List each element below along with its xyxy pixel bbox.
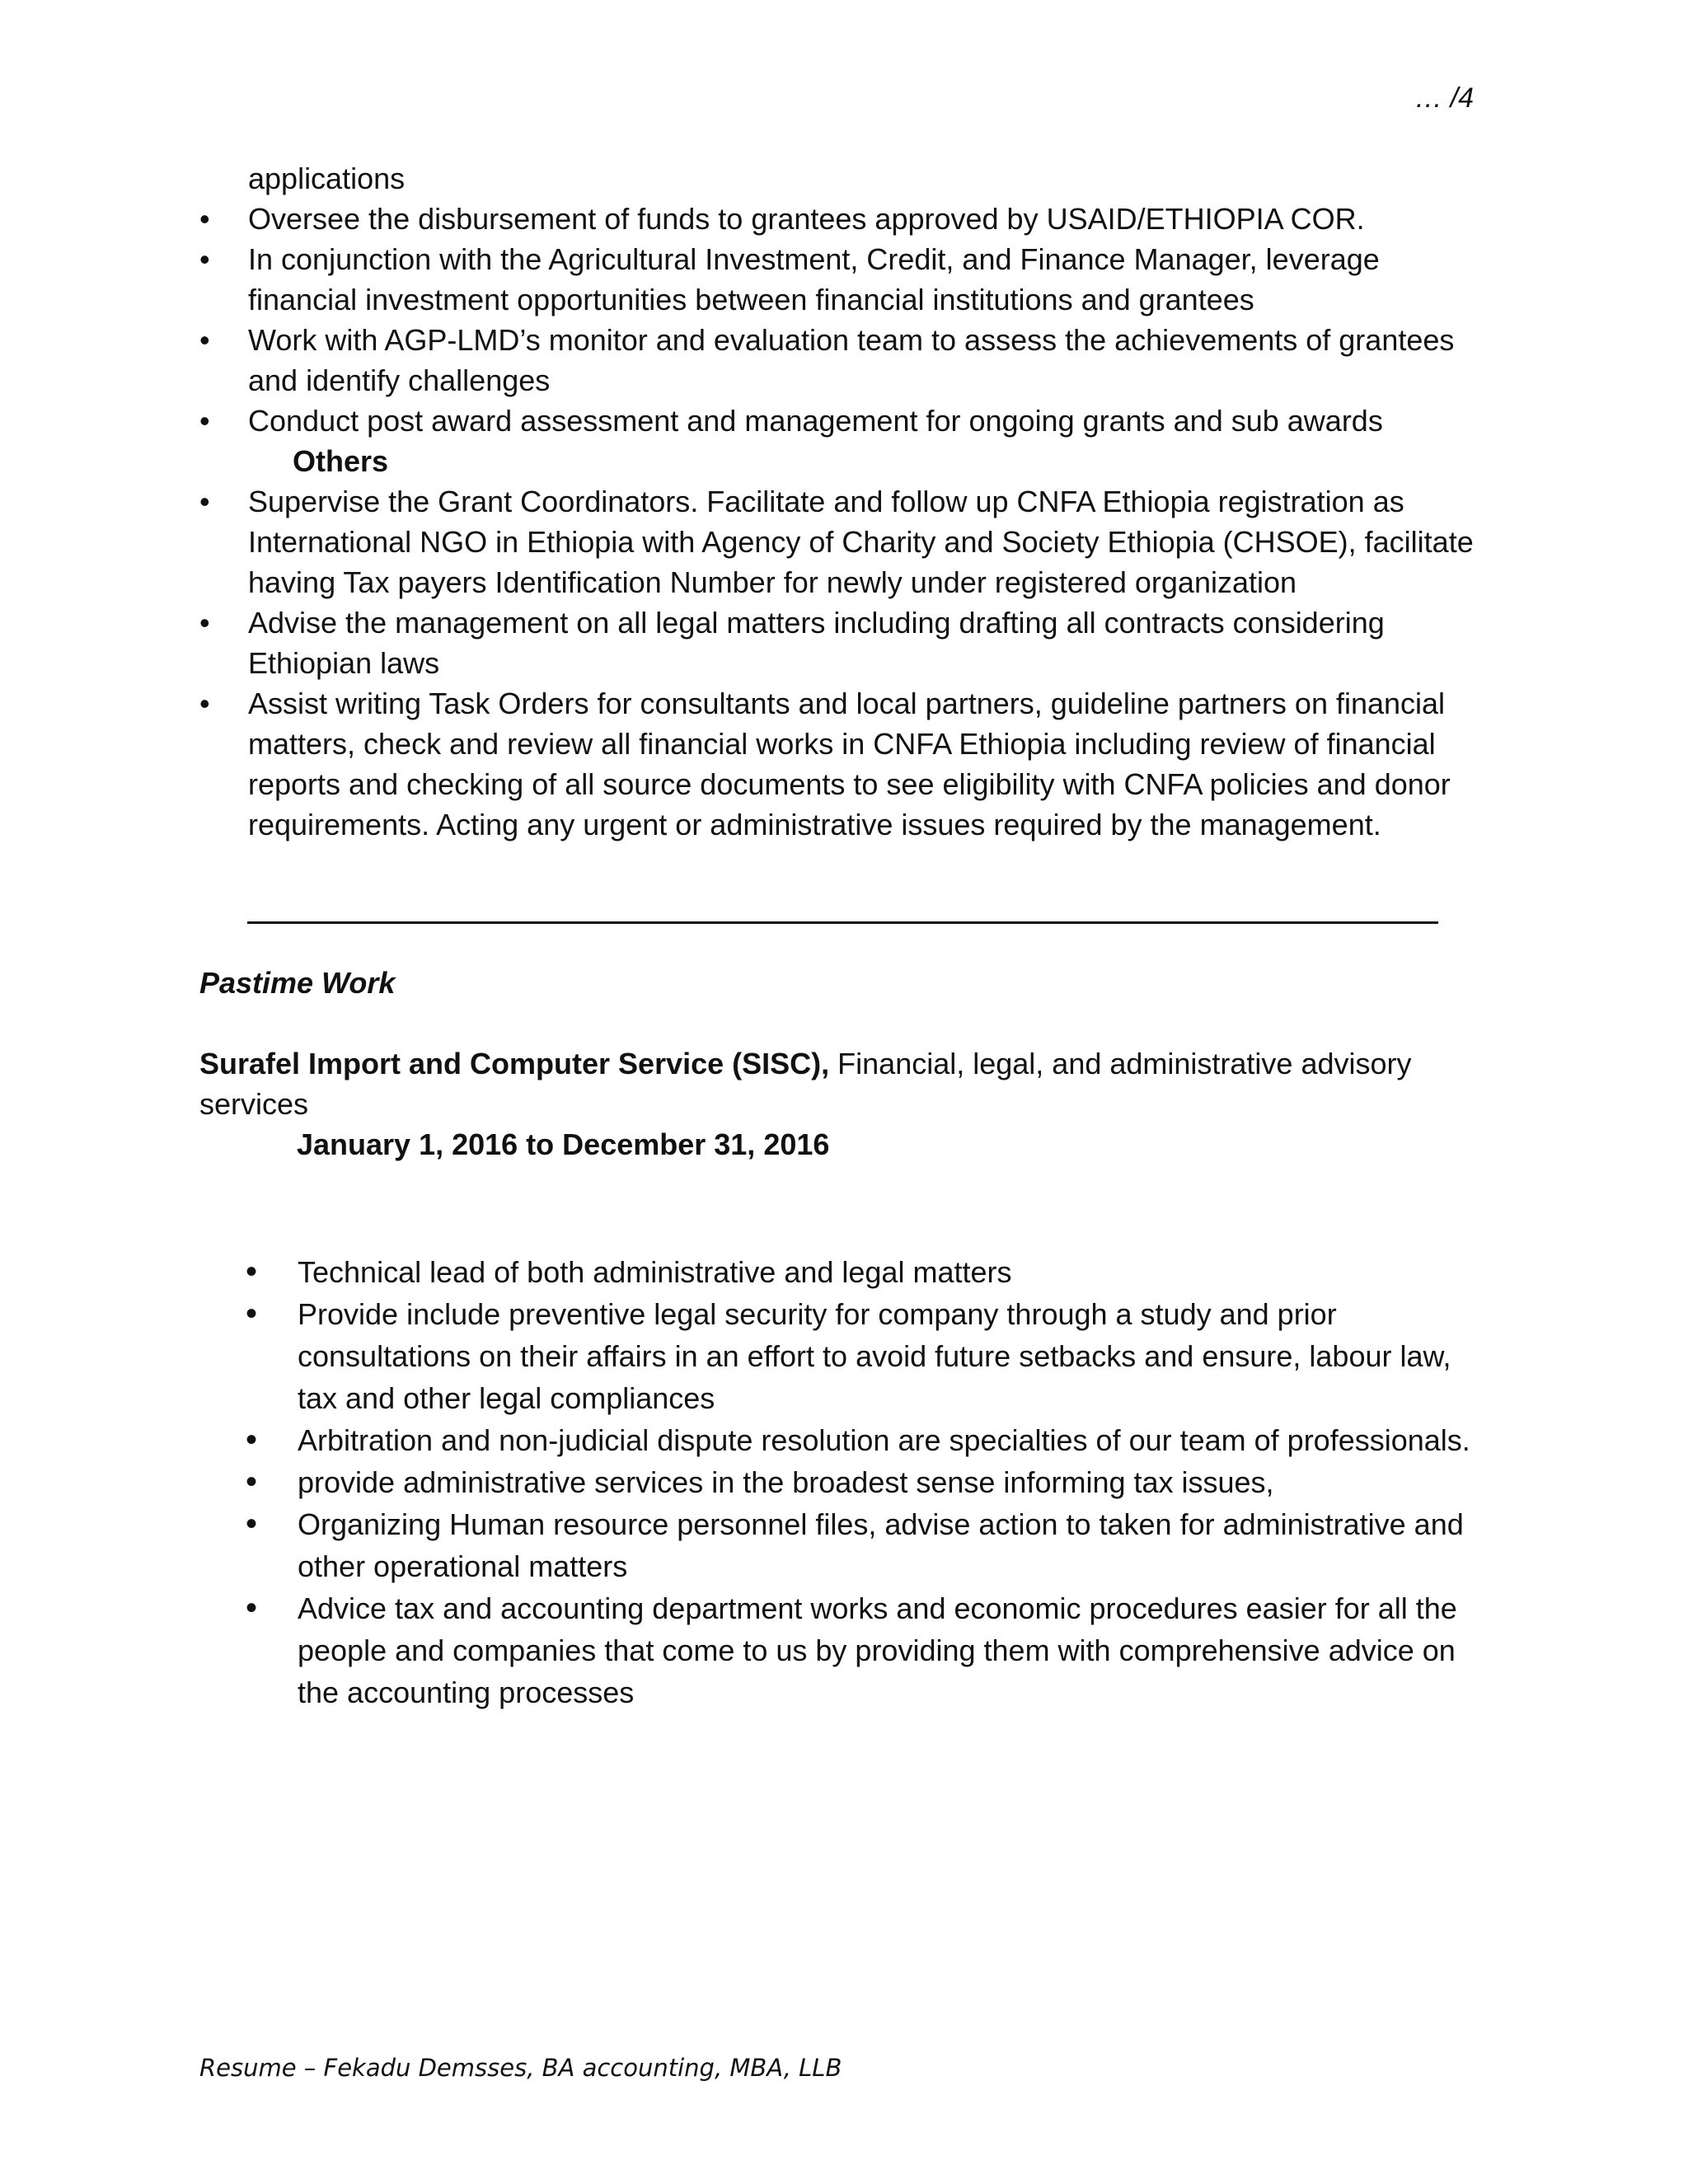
list-item-text: Supervise the Grant Coordinators. Facilitate and follow up CNFA Ethiopia registration as International NGO in Ethiopia with Agency of Charity and Society Ethiopia (CHSOE), facilitate having Tax payers Identification Number for newly under registered organization [248,485,1474,599]
list-item [199,481,1493,602]
bullet-icon: • [246,1506,258,1542]
list-item-text: Advise the management on all legal matters including drafting all contracts considering Ethiopian laws [248,606,1385,680]
bullet-icon: • [246,1296,258,1332]
list-item [199,401,1493,441]
list-item-text: provide administrative services in the broadest sense informing tax issues, [298,1465,1274,1499]
list-item-text: Arbitration and non-judicial dispute resolution are specialties of our team of professionals. [298,1423,1470,1457]
list-item-text: Organizing Human resource personnel files, advise action to taken for administrative and other operational matters [298,1507,1464,1583]
page-footer: Resume – Fekadu Demsses, BA accounting, MBA, LLB [199,2054,842,2082]
employer-description: Financial, legal, and administrative advisory services [199,1047,1412,1121]
page-number: … /4 [1414,82,1474,114]
section-divider [247,921,1438,924]
list-item-text: Oversee the disbursement of funds to grantees approved by USAID/ETHIOPIA COR. [248,202,1365,236]
list-item-text: Work with AGP-LMD’s monitor and evaluation team to assess the achievements of grantees and identify challenges [248,323,1455,397]
list-item [199,239,1493,320]
list-item [246,1503,1482,1587]
list-item [246,1461,1482,1503]
list-item-text: Technical lead of both administrative and legal matters [298,1255,1012,1289]
bullet-icon: • [246,1590,258,1626]
list-item [199,683,1493,845]
responsibilities-list [199,158,1493,845]
bullet-icon: • [199,485,210,518]
bullet-icon: • [199,202,210,236]
list-item-text: Assist writing Task Orders for consultants and local partners, guideline partners on financial matters, check and review all financial works in CNFA Ethiopia including review of financial reports and checking of all source documents to see eligibility with CNFA policies and donor requirements. Acting any urgent or administrative issues required by the management. [248,687,1451,841]
list-item [246,1419,1482,1461]
employer-name: Surafel Import and Computer Service (SISC), [199,1047,830,1080]
list-item [199,320,1493,401]
bullet-icon: • [199,687,210,720]
bullet-icon: • [199,606,210,640]
others-heading: Others [293,444,389,478]
bullet-icon: • [199,242,210,276]
list-item-text: Conduct post award assessment and management for ongoing grants and sub awards [248,404,1383,438]
employer-line [199,1043,1493,1124]
bullet-icon: • [246,1254,258,1290]
employment-dates: January 1, 2016 to December 31, 2016 [297,1127,830,1161]
bullet-icon: • [246,1464,258,1500]
list-item [246,1251,1482,1293]
list-item [199,602,1493,683]
pastime-duties-list [246,1251,1482,1713]
bullet-icon: • [199,323,210,357]
list-item-text: Provide include preventive legal security for company through a study and prior consultations on their affairs in an effort to avoid future setbacks and ensure, labour law, tax and other legal compliances [298,1297,1451,1415]
list-item-text: In conjunction with the Agricultural Investment, Credit, and Finance Manager, leverage financial investment opportunities between financial institutions and grantees [248,242,1380,316]
list-item [246,1293,1482,1419]
list-item [246,1587,1482,1713]
pastime-work-heading: Pastime Work [199,966,396,1000]
continued-text: applications [248,162,406,195]
bullet-icon: • [199,404,210,438]
list-item-text: Advice tax and accounting department works and economic procedures easier for all the people and companies that come to us by providing them with comprehensive advice on the accounting processes [298,1591,1457,1709]
list-item [199,199,1493,239]
bullet-icon: • [246,1422,258,1458]
